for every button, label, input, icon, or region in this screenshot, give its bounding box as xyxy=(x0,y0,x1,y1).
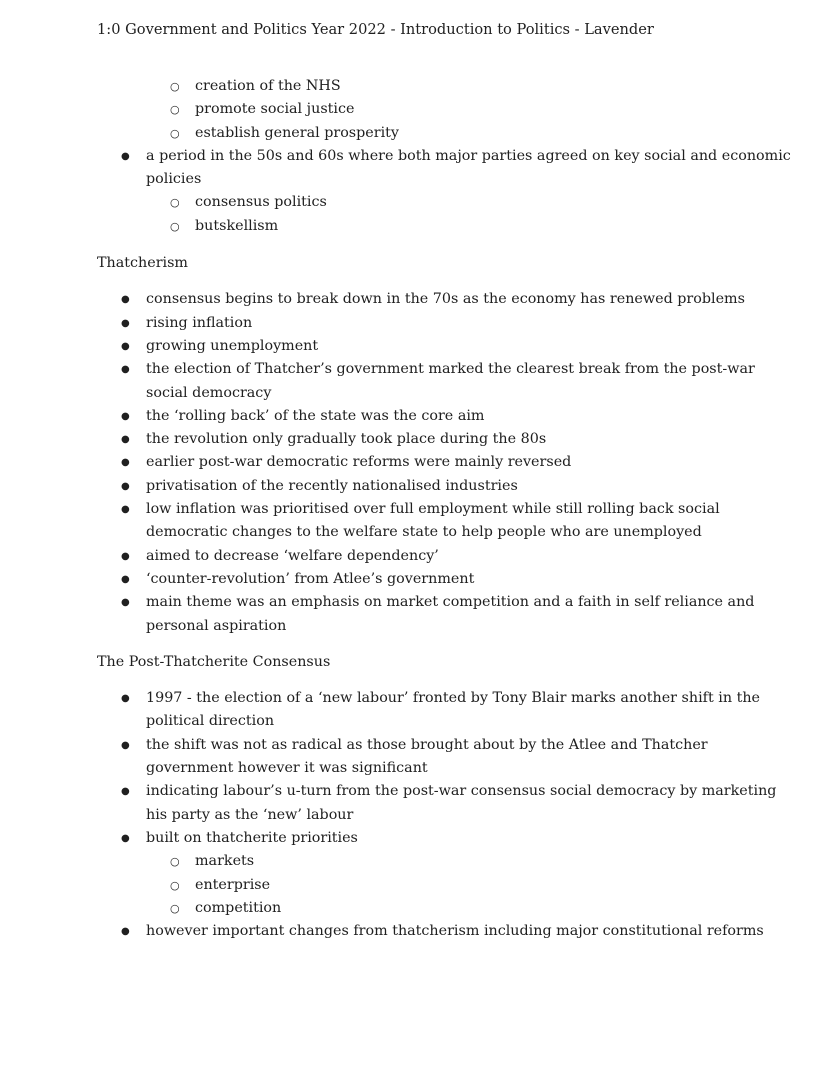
bullet-text: ‘counter-revolution’ from Atlee’s government xyxy=(146,570,475,587)
hollow-bullet-icon: ○ xyxy=(170,196,180,210)
bullet-text: built on thatcherite priorities xyxy=(146,829,358,846)
bullet-text: privatisation of the recently nationalised industries xyxy=(146,477,518,494)
bullet-text: however important changes from thatcherism including major constitutional reforms xyxy=(146,923,764,940)
bullet-text: indicating labour’s u-turn from the post-war consensus social democracy by marketing xyxy=(146,783,777,800)
bullet-item xyxy=(0,545,828,568)
bullet-text: low inflation was prioritised over full employment while still rolling back social xyxy=(146,501,720,518)
section-heading: Thatcherism xyxy=(97,255,188,272)
bullet-icon: ● xyxy=(121,150,130,162)
sub-list xyxy=(0,75,828,145)
bullet-list xyxy=(0,920,828,943)
list-item: ○ butskellism xyxy=(0,215,828,238)
list-item: ○ consensus politics xyxy=(0,191,828,214)
bullet-item xyxy=(0,687,828,734)
bullet-text: social democracy xyxy=(146,384,272,401)
bullet-icon: ● xyxy=(121,926,130,938)
bullet-icon: ● xyxy=(121,573,130,585)
sub-list xyxy=(0,191,828,238)
bullet-text: rising inflation xyxy=(146,314,253,331)
bullet-item xyxy=(0,288,828,311)
list-item: ○ establish general prosperity xyxy=(0,122,828,145)
bullet-item xyxy=(0,780,828,827)
bullet-item xyxy=(0,827,828,850)
bullet-item xyxy=(0,568,828,591)
bullet-item xyxy=(0,591,828,638)
bullet-item: ● a period in the 50s and 60s where both major parties agreed on key social and economic policies xyxy=(0,145,828,192)
bullet-icon: ● xyxy=(121,457,130,469)
bullet-icon: ● xyxy=(121,410,130,422)
bullet-text: main theme was an emphasis on market competition and a faith in self reliance and xyxy=(146,594,755,611)
bullet-item xyxy=(0,451,828,474)
bullet-text: democratic changes to the welfare state to help people who are unemployed xyxy=(146,524,702,541)
bullet-item xyxy=(0,734,828,781)
list-item: ○ enterprise xyxy=(0,874,828,897)
bullet-text: government however it was significant xyxy=(146,760,428,777)
list-item: ○ markets xyxy=(0,850,828,873)
bullet-text: growing unemployment xyxy=(146,337,319,354)
hollow-bullet-icon: ○ xyxy=(170,878,180,892)
bullet-icon: ● xyxy=(121,786,130,798)
bullet-item xyxy=(0,498,828,545)
section-heading: The Post-Thatcherite Consensus xyxy=(97,653,331,670)
sub-list xyxy=(0,850,828,920)
bullet-list xyxy=(0,687,828,850)
bullet-icon: ● xyxy=(121,434,130,446)
hollow-bullet-icon: ○ xyxy=(170,103,180,117)
bullet-text: consensus begins to break down in the 70s as the economy has renewed problems xyxy=(146,291,745,308)
bullet-icon: ● xyxy=(121,597,130,609)
bullet-text: the election of Thatcher’s government marked the clearest break from the post-war xyxy=(146,361,755,378)
document-body xyxy=(0,75,828,943)
bullet-icon: ● xyxy=(121,739,130,751)
bullet-text: earlier post-war democratic reforms were mainly reversed xyxy=(146,454,572,471)
bullet-item xyxy=(0,405,828,428)
hollow-bullet-icon: ○ xyxy=(170,901,180,915)
bullet-list xyxy=(0,288,828,637)
hollow-bullet-icon: ○ xyxy=(170,855,180,869)
hollow-bullet-icon: ○ xyxy=(170,126,180,140)
bullet-item xyxy=(0,920,828,943)
bullet-text: his party as the ‘new’ labour xyxy=(146,806,354,823)
bullet-item xyxy=(0,312,828,335)
hollow-bullet-icon: ○ xyxy=(170,80,180,93)
bullet-text: 1997 - the election of a ‘new labour’ fronted by Tony Blair marks another shift in the xyxy=(146,690,760,707)
bullet-text: personal aspiration xyxy=(146,617,287,634)
bullet-icon: ● xyxy=(121,693,130,705)
bullet-item xyxy=(0,475,828,498)
bullet-icon: ● xyxy=(121,550,130,562)
bullet-item xyxy=(0,335,828,358)
list-item: ○ creation of the NHS xyxy=(0,75,828,98)
document-header: 1:0 Government and Politics Year 2022 - Introduction to Politics - Lavender xyxy=(97,21,654,38)
bullet-text: the revolution only gradually took place during the 80s xyxy=(146,431,547,448)
bullet-icon: ● xyxy=(121,340,130,352)
bullet-icon: ● xyxy=(121,480,130,492)
bullet-icon: ● xyxy=(121,832,130,844)
list-item: ○ competition xyxy=(0,897,828,920)
bullet-text: the ‘rolling back’ of the state was the core aim xyxy=(146,407,485,424)
bullet-item xyxy=(0,428,828,451)
bullet-icon: ● xyxy=(121,294,130,306)
bullet-icon: ● xyxy=(121,364,130,376)
bullet-icon: ● xyxy=(121,504,130,516)
bullet-item xyxy=(0,358,828,405)
bullet-icon: ● xyxy=(121,317,130,329)
bullet-text: the shift was not as radical as those brought about by the Atlee and Thatcher xyxy=(146,736,708,753)
hollow-bullet-icon: ○ xyxy=(170,219,180,233)
bullet-text: political direction xyxy=(146,713,275,730)
list-item: ○ promote social justice xyxy=(0,98,828,121)
bullet-text: aimed to decrease ‘welfare dependency’ xyxy=(146,547,439,564)
